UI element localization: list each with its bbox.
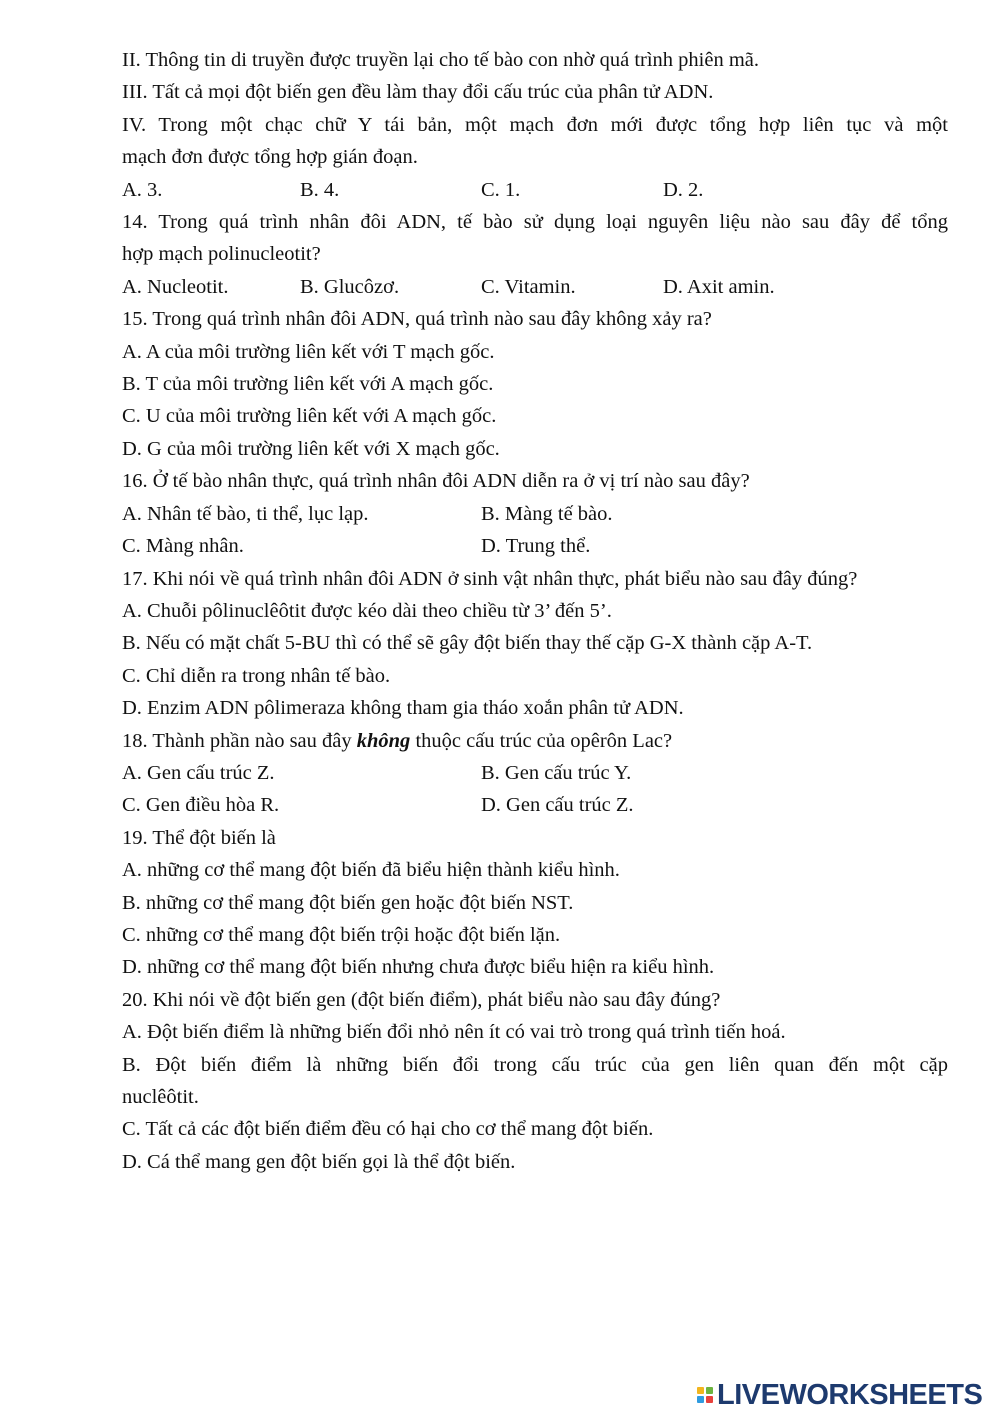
q18-option-d[interactable]: D. Gen cấu trúc Z.: [481, 794, 634, 817]
q16-options-row-1: [122, 498, 948, 530]
mark-square-2: [706, 1387, 713, 1394]
q18-stem-start: 18. Thành phần nào sau đây: [122, 729, 357, 752]
q18-option-a[interactable]: A. Gen cấu trúc Z.: [122, 761, 275, 784]
q19-option-c[interactable]: C. những cơ thể mang đột biến trội hoặc đột biến lặn.: [122, 923, 561, 946]
q20-option-b-continued[interactable]: nuclêôtit.: [122, 1086, 199, 1108]
q20-option-b[interactable]: B. Đột biến điểm là những biến đổi trong cấu trúc của gen liên quan đến một cặp: [122, 1053, 948, 1076]
q18-options-row-2: [122, 789, 948, 821]
statement-iii: III. Tất cả mọi đột biến gen đều làm thay đổi cấu trúc của phân tử ADN.: [122, 81, 714, 104]
worksheet-page: [122, 44, 948, 1178]
q16-option-d[interactable]: D. Trung thể.: [481, 535, 591, 558]
q13-option-d[interactable]: D. 2.: [663, 178, 704, 201]
q16-option-a[interactable]: A. Nhân tế bào, ti thể, lục lạp.: [122, 502, 369, 525]
q14-option-d[interactable]: D. Axit amin.: [663, 275, 775, 298]
q16-option-c[interactable]: C. Màng nhân.: [122, 535, 244, 558]
q14-options: [122, 271, 948, 303]
q15-option-a[interactable]: A. A của môi trường liên kết với T mạch gốc.: [122, 340, 495, 363]
q18-stem: [122, 725, 948, 757]
q19-stem: 19. Thể đột biến là: [122, 826, 276, 849]
q13-option-c[interactable]: C. 1.: [481, 178, 521, 201]
liveworksheets-mark-icon: [697, 1387, 713, 1403]
q17-option-d[interactable]: D. Enzim ADN pôlimeraza không tham gia tháo xoắn phân tử ADN.: [122, 697, 684, 720]
q17-option-c[interactable]: C. Chỉ diễn ra trong nhân tế bào.: [122, 664, 391, 687]
q19-option-b[interactable]: B. những cơ thể mang đột biến gen hoặc đột biến NST.: [122, 891, 574, 914]
q16-options-row-2: [122, 530, 948, 562]
q20-stem: 20. Khi nói về đột biến gen (đột biến điểm), phát biểu nào sau đây đúng?: [122, 988, 721, 1011]
q18-options-row-1: [122, 757, 948, 789]
mark-square-3: [697, 1396, 704, 1403]
statement-iv-continued: mạch đơn được tổng hợp gián đoạn.: [122, 146, 418, 169]
liveworksheets-wordmark: LIVEWORKSHEETS: [717, 1378, 983, 1411]
q18-option-c[interactable]: C. Gen điều hòa R.: [122, 794, 280, 817]
q13-option-b[interactable]: B. 4.: [300, 178, 340, 201]
q17-option-b[interactable]: B. Nếu có mặt chất 5-BU thì có thể sẽ gây đột biến thay thế cặp G-X thành cặp A-T.: [122, 632, 813, 655]
q16-stem: 16. Ở tế bào nhân thực, quá trình nhân đôi ADN diễn ra ở vị trí nào sau đây?: [122, 470, 750, 493]
q20-option-c[interactable]: C. Tất cả các đột biến điểm đều có hại cho cơ thể mang đột biến.: [122, 1118, 654, 1141]
q17-stem: 17. Khi nói về quá trình nhân đôi ADN ở sinh vật nhân thực, phát biểu nào sau đây đúng?: [122, 567, 858, 590]
mark-square-1: [697, 1387, 704, 1394]
q13-options: [122, 174, 948, 206]
q15-stem: 15. Trong quá trình nhân đôi ADN, quá trình nào sau đây không xảy ra?: [122, 308, 712, 331]
q14-stem-continued: hợp mạch polinucleotit?: [122, 243, 321, 266]
q14-option-a[interactable]: A. Nucleotit.: [122, 275, 229, 298]
q19-option-a[interactable]: A. những cơ thể mang đột biến đã biểu hiện thành kiểu hình.: [122, 859, 620, 882]
q18-stem-end: thuộc cấu trúc của opêrôn Lac?: [410, 729, 673, 752]
q20-option-a[interactable]: A. Đột biến điểm là những biến đổi nhỏ nên ít có vai trò trong quá trình tiến hoá.: [122, 1021, 786, 1044]
q18-option-b[interactable]: B. Gen cấu trúc Y.: [481, 761, 632, 784]
q15-option-d[interactable]: D. G của môi trường liên kết với X mạch gốc.: [122, 437, 500, 460]
q20-option-d[interactable]: D. Cá thể mang gen đột biến gọi là thể đột biến.: [122, 1150, 516, 1173]
q14-option-c[interactable]: C. Vitamin.: [481, 275, 576, 298]
q16-option-b[interactable]: B. Màng tế bào.: [481, 502, 613, 525]
q14-stem: 14. Trong quá trình nhân đôi ADN, tế bào sử dụng loại nguyên liệu nào sau đây để tổng: [122, 211, 948, 234]
q15-option-b[interactable]: B. T của môi trường liên kết với A mạch gốc.: [122, 373, 494, 396]
q15-option-c[interactable]: C. U của môi trường liên kết với A mạch gốc.: [122, 405, 497, 428]
liveworksheets-logo[interactable]: [697, 1379, 982, 1411]
q13-option-a[interactable]: A. 3.: [122, 178, 163, 201]
q19-option-d[interactable]: D. những cơ thể mang đột biến nhưng chưa được biểu hiện ra kiểu hình.: [122, 956, 715, 979]
mark-square-4: [706, 1396, 713, 1403]
statement-iv: IV. Trong một chạc chữ Y tái bản, một mạch đơn mới được tổng hợp liên tục và một: [122, 113, 948, 136]
q14-option-b[interactable]: B. Glucôzơ.: [300, 275, 400, 298]
statement-ii: II. Thông tin di truyền được truyền lại cho tế bào con nhờ quá trình phiên mã.: [122, 49, 760, 71]
q17-option-a[interactable]: A. Chuỗi pôlinuclêôtit được kéo dài theo chiều từ 3’ đến 5’.: [122, 599, 612, 622]
q18-stem-emphasis: không: [356, 729, 411, 752]
